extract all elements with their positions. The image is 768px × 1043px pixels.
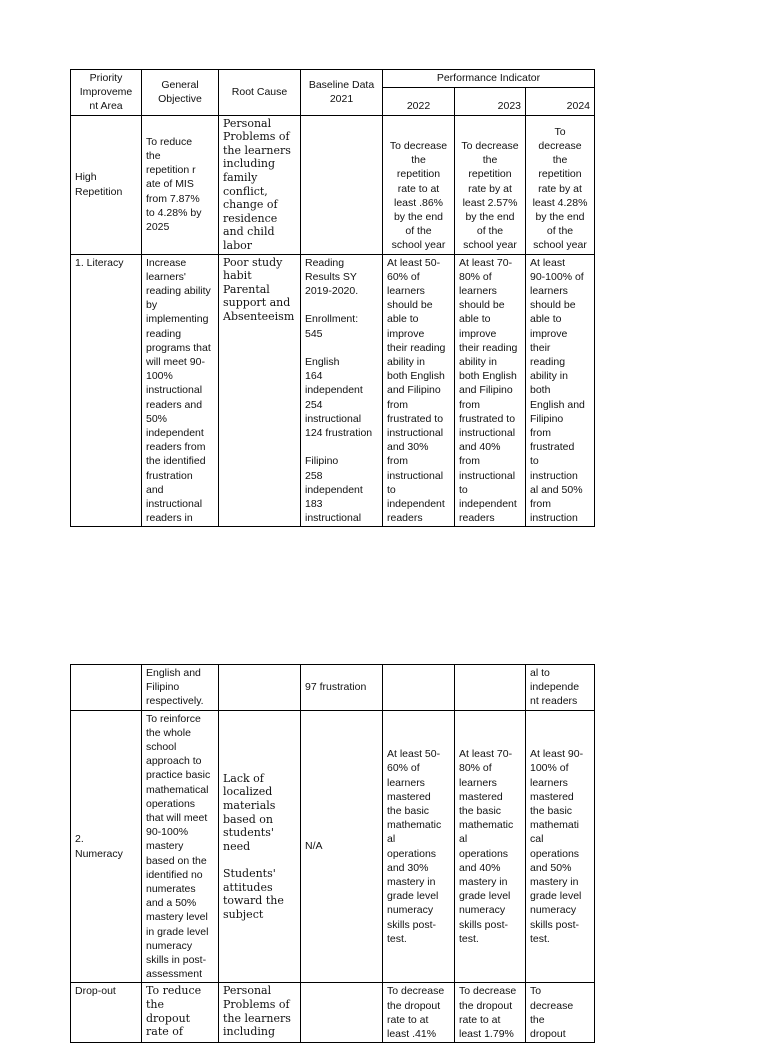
objective-cell: To reduce the repetition r ate of MIS from 7.87% to 4.28% by 2025	[142, 115, 219, 254]
indicator-2023-cell	[455, 665, 526, 711]
indicator-2024-cell: To decrease the repetition rate by at least 4.28% by the end of the school year	[526, 115, 595, 254]
baseline-cell	[301, 115, 383, 254]
header-root-cause: Root Cause	[219, 70, 301, 116]
header-priority-area: Priority Improveme nt Area	[71, 70, 142, 116]
root-cause-cell	[219, 665, 301, 711]
objective-cell: English and Filipino respectively.	[142, 665, 219, 711]
indicator-2024-cell: To decrease the dropout	[526, 983, 595, 1043]
priority-area-cell: Drop-out	[71, 983, 142, 1043]
objective-cell: To reinforce the whole school approach to practice basic mathematical operations that will meet 90-100% mastery based on the identified no numerates and a 50% mastery level in grade level numeracy skills in post- assessment	[142, 710, 219, 983]
table-row-numeracy	[71, 710, 595, 983]
priority-area-cell: 2. Numeracy	[71, 710, 142, 983]
baseline-cell: N/A	[301, 710, 383, 983]
indicator-2022-cell: To decrease the dropout rate to at least .41%	[383, 983, 455, 1043]
table-row-high-repetition	[71, 115, 595, 254]
table-row-literacy	[71, 254, 595, 527]
root-cause-cell: Poor study habit Parental support and Absenteeism	[219, 254, 301, 527]
objective-cell: To reduce the dropout rate of	[142, 983, 219, 1043]
indicator-2022-cell: At least 50- 60% of learners should be able to improve their reading ability in both English and Filipino from frustrated to instructional and 30% from instructional to independent readers	[383, 254, 455, 527]
indicator-2024-cell: At least 90-100% of learners should be able to improve their reading ability in both English and Filipino from frustrated to instruction al and 50% from instruction	[526, 254, 595, 527]
indicator-2024-cell: al to independe nt readers	[526, 665, 595, 711]
header-general-objective: General Objective	[142, 70, 219, 116]
header-performance-indicator: Performance Indicator	[383, 70, 595, 88]
indicator-2023-cell: At least 70- 80% of learners should be able to improve their reading ability in both English and Filipino from frustrated to instructional and 40% from instructional to independent readers	[455, 254, 526, 527]
baseline-cell: Reading Results SY 2019-2020. Enrollment: 545 English 164 independent 254 instructional 124 frustration Filipino 258 independent 183 instructional	[301, 254, 383, 527]
indicator-2023-cell: To decrease the repetition rate by at least 2.57% by the end of the school year	[455, 115, 526, 254]
header-year-2023: 2023	[455, 87, 526, 115]
improvement-plan-table-page2	[70, 664, 595, 1043]
indicator-2023-cell: At least 70- 80% of learners mastered the basic mathematic al operations and 40% mastery in grade level numeracy skills post- test.	[455, 710, 526, 983]
header-year-2024: 2024	[526, 87, 595, 115]
indicator-2024-cell: At least 90- 100% of learners mastered the basic mathemati cal operations and 50% mastery in grade level numeracy skills post- test.	[526, 710, 595, 983]
priority-area-cell	[71, 665, 142, 711]
root-cause-cell: Personal Problems of the learners including family conflict, change of residence and child labor	[219, 115, 301, 254]
table-row-dropout	[71, 983, 595, 1043]
root-cause-cell: Lack of localized materials based on students' need Students' attitudes toward the subject	[219, 710, 301, 983]
improvement-plan-table-page1	[70, 69, 595, 527]
baseline-cell	[301, 983, 383, 1043]
indicator-2022-cell: To decrease the repetition rate to at least .86% by the end of the school year	[383, 115, 455, 254]
table-row-continuation	[71, 665, 595, 711]
header-year-2022: 2022	[383, 87, 455, 115]
objective-cell: Increase learners' reading ability by implementing reading programs that will meet 90- 100% instructional readers and 50% independent readers from the identified frustration and instructional readers in	[142, 254, 219, 527]
priority-area-cell: 1. Literacy	[71, 254, 142, 527]
header-baseline-data: Baseline Data 2021	[301, 70, 383, 116]
baseline-cell: 97 frustration	[301, 665, 383, 711]
indicator-2022-cell: At least 50- 60% of learners mastered the basic mathematic al operations and 30% mastery in grade level numeracy skills post- test.	[383, 710, 455, 983]
priority-area-cell: High Repetition	[71, 115, 142, 254]
root-cause-cell: Personal Problems of the learners including	[219, 983, 301, 1043]
indicator-2023-cell: To decrease the dropout rate to at least 1.79%	[455, 983, 526, 1043]
header-row	[71, 70, 595, 88]
indicator-2022-cell	[383, 665, 455, 711]
